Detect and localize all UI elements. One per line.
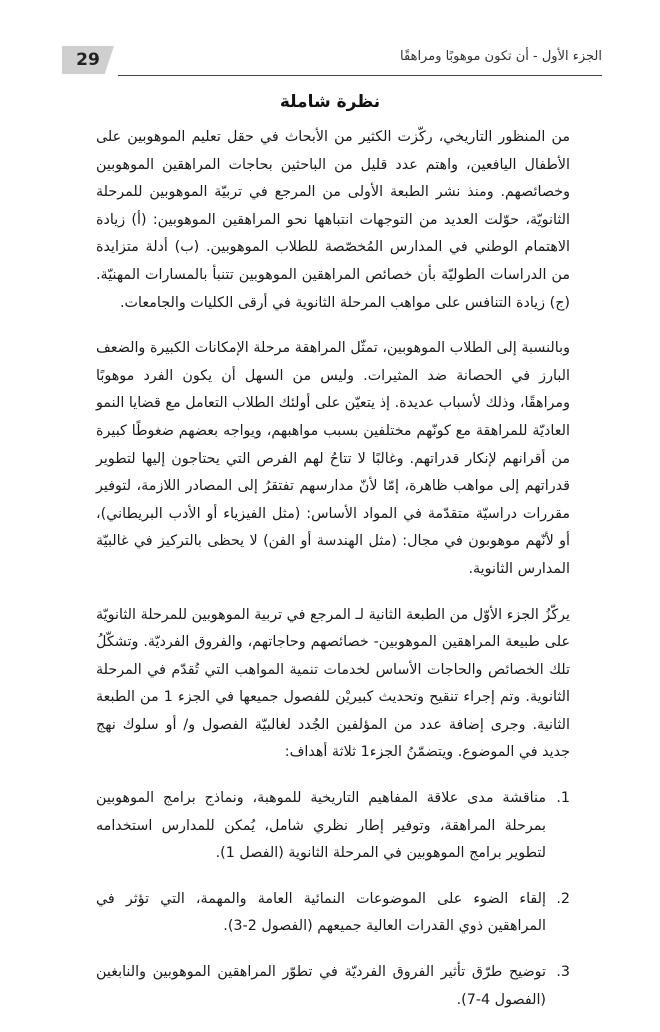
section-heading: نظرة شاملة [279, 92, 381, 112]
header-rule [118, 75, 602, 76]
goals-list [96, 785, 570, 1014]
body-text [96, 124, 570, 1032]
paragraph-2: وبالنسبة إلى الطلاب الموهوبين، تمثّل المراهقة مرحلة الإمكانات الكبيرة والضعف البارز في الحصانة ضد المثيرات. وليس من السهل أن يكون الفرد موهوبًا ومراهقًا، وذلك لأسباب عديدة. إذ يتعيّن على أولئك الطلاب التعامل مع قضايا النمو العاديّة للمراهقة مع كونّهم مختلفين بسبب مواهبهم، ويواجه بعضهم ضغوطًا كبيرة من أقرانهم لإنكار قدراتهم. وغالبًا لا تتاحُ لهم الفرص التي يحتاجون إليها لتطوير قدراتهم إلى مواهب ظاهرة، إمّا لأنّ مدارسهم تفتقرُ إلى المصادر اللازمة، لتوفير مقررات دراسيّة متقدّمة في المواد الأساس: (مثل الفيزياء أو الأدب البريطاني)، أو لأنّهم موهوبون في مجال: (مثل الهندسة أو الفن) لا يحظى بالتركيز في غالبيّة المدارس الثانوية. [96, 340, 570, 577]
goal-number: 1. [556, 790, 570, 807]
goal-item [96, 785, 570, 868]
running-title: الجزء الأول - أن تكون موهوبًا ومراهقًا [400, 49, 602, 64]
goal-text: إلقاء الضوء على الموضوعات النمائية العامة والمهمة، التي تؤثر في المراهقين ذوي القدرات العالية جميعهم (الفصول 2-3). [96, 890, 546, 935]
goal-number: 3. [556, 964, 570, 981]
running-header [62, 46, 602, 76]
paragraph-1: من المنظور التاريخي، ركّزت الكثير من الأبحاث في حقل تعليم الموهوبين على الأطفال اليافعين، واهتم عدد قليل من الباحثين بحاجات المراهقين الموهوبين وخصائصهم. ومنذ نشر الطبعة الأولى من المرجع في تربيّة الموهوبين للمرحلة الثانويّة، حوّلت العديد من التوجهات انتباهها نحو المراهقين الموهوبين: (أ) زيادة الاهتمام الوطني في المدارس المُخصّصة للطلاب الموهوبين. (ب) أدلة متزايدة من الدراسات الطوليّة بأن خصائص المراهقين الموهوبين تتنبأ بالمسارات المهنيّة. (ج) زيادة التنافس على مواهب المرحلة الثانوية في أرقى الكليات والجامعات. [96, 129, 570, 311]
goal-item [96, 886, 570, 941]
goal-text: توضيح طرّق تأثير الفروق الفرديّة في تطوّر المراهقين الموهوبين والنابغين (الفصول 4-7). [96, 964, 546, 1008]
goal-item [96, 959, 570, 1014]
paragraph-3: يركّزُ الجزء الأوّل من الطبعة الثانية لـ المرجع في تربية الموهوبين للمرحلة الثانويّة على طبيعة المراهقين الموهوبين- خصائصهم وحاجاتهم، والفروق الفرديّة. وتشكّلُ تلك الخصائص والحاجات الأساس لخدمات تنمية المواهب التي تُقدّم في المرحلة الثانوية. وتم إجراء تنقيح وتحديث كبيريْن للفصول جميعها في الجزء 1 من الطبعة الثانية. وجرى إضافة عدد من المؤلفين الجُدد لغالبيّة الفصول و/ أو سلوك نهج جديد في الموضوع. ويتضمّنُ الجزء1 ثلاثة أهداف: [96, 606, 570, 761]
goal-number: 2. [556, 890, 570, 907]
page-number: 29 [76, 50, 100, 70]
goal-text: مناقشة مدى علاقة المفاهيم التاريخية للموهبة، ونماذج برامج الموهوبين بمرحلة المراهقة، وتوفير إطار نظري شامل، يُمكن للمدارس استخدامه لتطوير برامج الموهوبين في المرحلة الثانوية (الفصل 1). [96, 790, 546, 862]
